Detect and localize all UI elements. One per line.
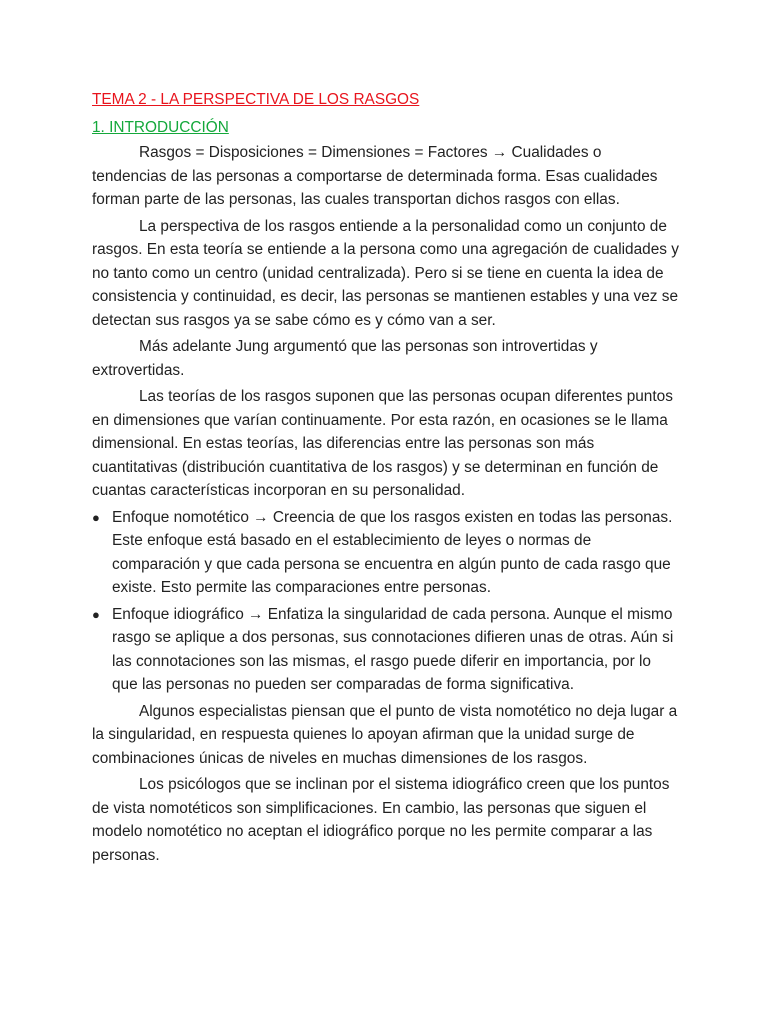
- section-heading: 1. INTRODUCCIÓN: [92, 118, 229, 136]
- paragraph: La perspectiva de los rasgos entiende a la personalidad como un conjunto de rasgos. En esta teoría se entiende a la persona como una agregación de cualidades y no tanto como un centro (unidad centralizada). Pero si se tiene en cuenta la idea de consistencia y continuidad, es decir, las personas se mantienen estables y una vez se detectan sus rasgos ya se sabe cómo es y cómo van a ser.: [92, 217, 679, 329]
- list-item-text: Enfoque idiográfico → Enfatiza la singularidad de cada persona. Aunque el mismo rasgo se aplique a dos personas, sus connotaciones difieren unas de otras. Aún si las connotaciones son las mismas, el rasgo puede diferir en importancia, por lo que las personas no pueden ser comparadas de forma significativa.: [112, 605, 674, 693]
- document-title: TEMA 2 - LA PERSPECTIVA DE LOS RASGOS: [92, 91, 420, 108]
- paragraph: Rasgos = Disposiciones = Dimensiones = Factores → Cualidades o tendencias de las personas a comportarse de determinada forma. Esas cualidades forman parte de las personas, las cuales transportan dichos rasgos con ellas.: [92, 144, 658, 208]
- document-page: [92, 88, 680, 870]
- paragraph: Los psicólogos que se inclinan por el sistema idiográfico creen que los puntos de vista nomotéticos son simplificaciones. En cambio, las personas que siguen el modelo nomotético no aceptan el idiográfico porque no les permite comparar a las personas.: [92, 776, 670, 864]
- bullet-icon: ●: [92, 509, 100, 525]
- bullet-list: [92, 506, 680, 697]
- bullet-icon: ●: [92, 606, 100, 622]
- paragraph: Algunos especialistas piensan que el punto de vista nomotético no deja lugar a la singularidad, en respuesta quienes lo apoyan afirman que la unidad surge de combinaciones únicas de niveles en muchas dimensiones de los rasgos.: [92, 702, 678, 767]
- paragraph: Más adelante Jung argumentó que las personas son introvertidas y extrovertidas.: [92, 338, 598, 379]
- paragraph: Las teorías de los rasgos suponen que las personas ocupan diferentes puntos en dimensiones que varían continuamente. Por esta razón, en ocasiones se le llama dimensional. En estas teorías, las diferencias entre las personas son más cuantitativas (distribución cuantitativa de los rasgos) y se determinan en función de cuantas características incorporan en su personalidad.: [92, 388, 673, 499]
- list-item-text: Enfoque nomotético → Creencia de que los rasgos existen en todas las personas. Este enfoque está basado en el establecimiento de leyes o normas de comparación y que cada persona se encuentra en algún punto de cada rasgo que existe. Esto permite las comparaciones entre personas.: [112, 508, 673, 596]
- list-item: [92, 506, 680, 600]
- list-item: [92, 603, 680, 697]
